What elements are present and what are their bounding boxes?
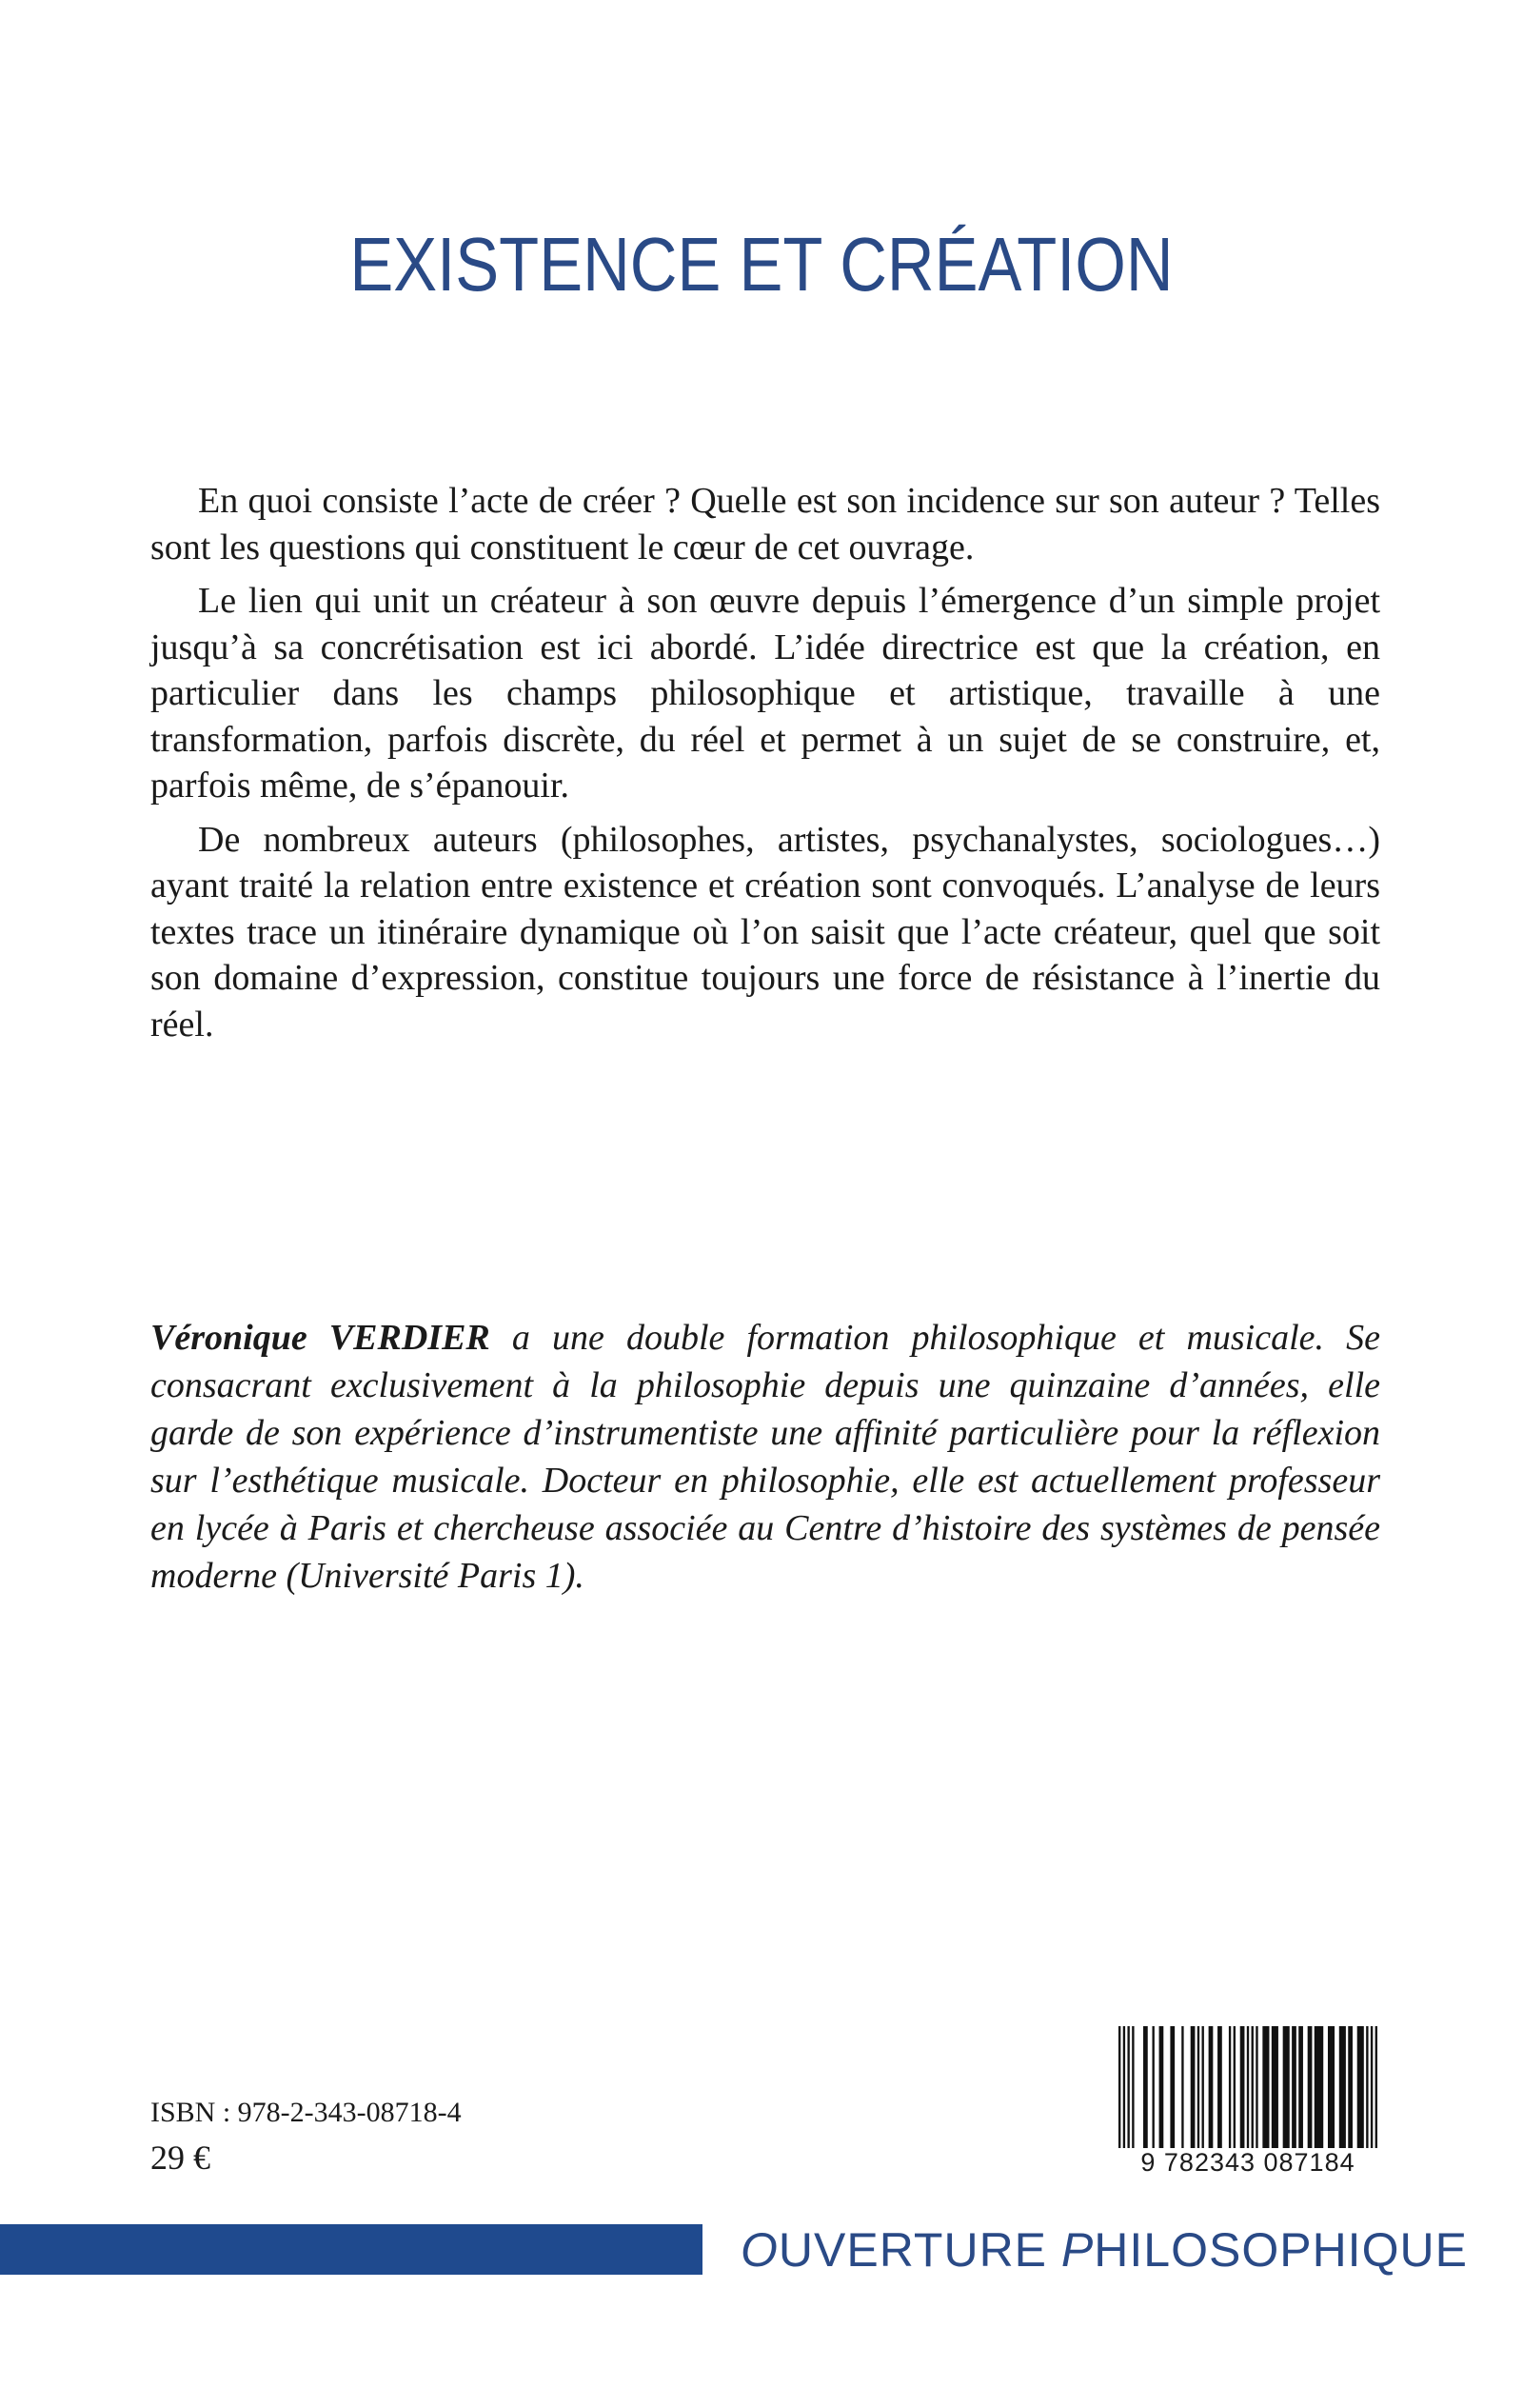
barcode-bar bbox=[1197, 2026, 1199, 2159]
barcode-bar bbox=[1283, 2026, 1290, 2159]
barcode-bar bbox=[1375, 2026, 1377, 2159]
barcode-bar bbox=[1348, 2026, 1353, 2159]
summary-paragraph: De nombreux auteurs (philosophes, artistes, psychanalystes, sociologues…) ayant traité la relation entre existence et création sont convoqués. L’analyse de leurs textes trace un itinéraire dynamique où l’on saisit que l’acte créateur, quel que soit son domaine d’expression, constitue toujours une force de résistance à l’inertie du réel. bbox=[150, 819, 1380, 1045]
summary-paragraph: Le lien qui unit un créateur à son œuvre depuis l’émergence d’un simple projet jusqu’à sa concrétisation est ici abordé. L’idée directrice est que la création, en particulier dans les champs philosophique et artistique, travaille à une transformation, parfois discrète, du réel et permet à un sujet de se construire, et, parfois même, de s’épanouir. bbox=[150, 581, 1380, 806]
barcode-bar bbox=[1252, 2026, 1254, 2159]
barcode-bar bbox=[1256, 2026, 1257, 2159]
barcode-bars bbox=[1118, 2026, 1377, 2159]
barcode-bar bbox=[1298, 2026, 1303, 2159]
collection-band bbox=[0, 2224, 702, 2275]
barcode-bar bbox=[1209, 2026, 1214, 2159]
barcode-bar bbox=[1240, 2026, 1245, 2159]
price-label: 29 € bbox=[150, 2139, 210, 2177]
isbn-label: ISBN : 978-2-343-08718-4 bbox=[150, 2097, 462, 2128]
barcode-bar bbox=[1152, 2026, 1154, 2159]
barcode-bar bbox=[1247, 2026, 1249, 2159]
barcode-bar bbox=[1339, 2026, 1346, 2159]
barcode-bar bbox=[1170, 2026, 1175, 2159]
author-bio-text: a une double formation philosophique et musicale. Se consacrant exclusivement à la philosophie depuis une quinzaine d’années, elle garde de son expérience d’instrumentiste une affinité particulière pour la réflexion sur l’esthétique musicale. Docteur en philosophie, elle est actuellement professeur en lycée à Paris et chercheuse associée au Centre d’histoire des systèmes de pensée moderne (Université Paris 1). bbox=[150, 1318, 1381, 1596]
barcode-bar bbox=[1143, 2026, 1148, 2159]
barcode-bar bbox=[1191, 2026, 1196, 2159]
barcode-bar bbox=[1357, 2026, 1364, 2159]
barcode-bar bbox=[1272, 2026, 1278, 2159]
barcode-bar bbox=[1366, 2026, 1368, 2159]
collection-word-1: UVERTURE bbox=[778, 2223, 1061, 2277]
barcode-bar bbox=[1123, 2026, 1125, 2159]
barcode-bar bbox=[1234, 2026, 1236, 2159]
author-bio bbox=[150, 1314, 1380, 1600]
barcode bbox=[1118, 2026, 1377, 2177]
collection-initial-p: P bbox=[1060, 2223, 1095, 2277]
summary-text bbox=[150, 478, 1380, 1055]
barcode-bar bbox=[1181, 2026, 1183, 2159]
barcode-bar bbox=[1118, 2026, 1120, 2159]
barcode-bar bbox=[1328, 2026, 1335, 2159]
barcode-digits: 9 782343 087184 bbox=[1118, 2148, 1377, 2177]
barcode-bar bbox=[1262, 2026, 1269, 2159]
barcode-bar bbox=[1308, 2026, 1313, 2159]
collection-name bbox=[741, 2223, 1468, 2277]
barcode-bar bbox=[1292, 2026, 1296, 2159]
barcode-bar bbox=[1217, 2026, 1222, 2159]
summary-paragraph: En quoi consiste l’acte de créer ? Quelle est son incidence sur son auteur ? Telles sont les questions qui constituent le cœur de cet ouvrage. bbox=[150, 481, 1380, 567]
barcode-bar bbox=[1159, 2026, 1164, 2159]
book-title: EXISTENCE ET CRÉATION bbox=[349, 222, 1174, 307]
barcode-bar bbox=[1371, 2026, 1373, 2159]
barcode-bar bbox=[1127, 2026, 1129, 2159]
barcode-bar bbox=[1229, 2026, 1231, 2159]
author-name: Véronique VERDIER bbox=[150, 1318, 490, 1358]
barcode-bar bbox=[1315, 2026, 1323, 2159]
barcode-bar bbox=[1202, 2026, 1204, 2159]
collection-word-2: HILOSOPHIQUE bbox=[1094, 2223, 1468, 2277]
collection-initial-o: O bbox=[741, 2223, 779, 2277]
barcode-bar bbox=[1132, 2026, 1134, 2159]
